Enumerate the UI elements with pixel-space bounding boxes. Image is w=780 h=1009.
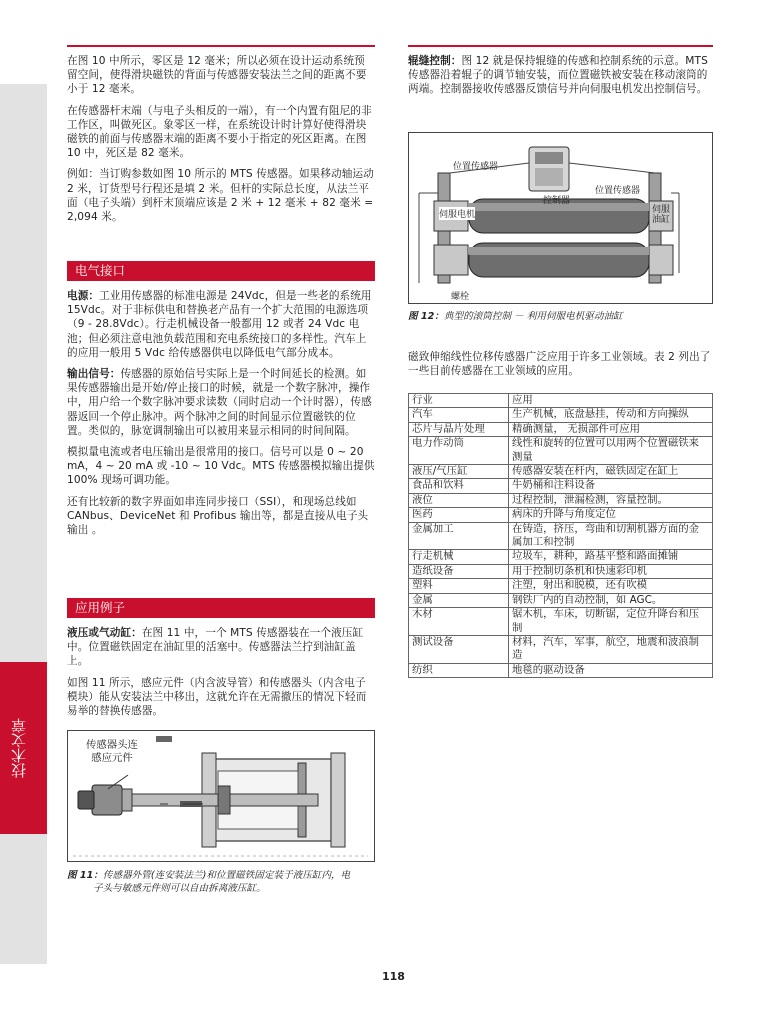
table-row bbox=[409, 550, 713, 564]
table-cell-industry: 金属加工 bbox=[409, 522, 509, 550]
paragraph-ssi: 还有比较新的数字界面如串连同步接口（SSI），和现场总线如 CANbus、DeviceNet 和 Profibus 输出等，都是直接从电子头输出 。 bbox=[67, 495, 369, 537]
table-cell-industry: 行走机械 bbox=[409, 550, 509, 564]
figure-12-label-pos-sensor-left: 位置传感器 bbox=[453, 162, 499, 172]
table-cell-industry: 食品和饮料 bbox=[409, 479, 509, 493]
left-column-electrical bbox=[67, 289, 375, 537]
table-cell-application: 牛奶桶和注料设备 bbox=[509, 479, 713, 493]
table-cell-industry: 汽车 bbox=[409, 408, 509, 422]
right-column-table-intro bbox=[408, 350, 713, 378]
table-cell-industry: 金属 bbox=[409, 593, 509, 607]
table-row bbox=[409, 608, 713, 636]
table-cell-application: 过程控制，泄漏检测，容量控制。 bbox=[509, 493, 713, 507]
figure-11-caption-number: 图 11： bbox=[67, 870, 103, 881]
figure-12-label-servo-cylinder bbox=[652, 205, 670, 225]
application-table bbox=[408, 393, 713, 678]
table-header-application: 应用 bbox=[509, 394, 713, 408]
paragraph-table-intro: 磁致伸缩线性位移传感器广泛应用于许多工业领域。表 2 列出了一些目前传感器在工业领域的应用。 bbox=[408, 351, 711, 378]
output-text: 传感器的原始信号实际上是一个时间延长的检测。如果传感器输出是开始/停止接口的时候，就是一个数字脉冲，操作中，用户给一个数字脉冲要求读数（同时启动一个计时器），传感器返回一个停止脉冲。两个脉冲之间的时间显示位置磁铁的位置。类似的，脉宽调制输出可以被用来显示相同的时间间隔。 bbox=[67, 368, 372, 437]
table-row bbox=[409, 479, 713, 493]
paragraph-hydraulic bbox=[67, 626, 375, 669]
table-cell-industry: 液压/气压缸 bbox=[409, 465, 509, 479]
table-cell-industry: 电力作动筒 bbox=[409, 437, 509, 465]
figure-11-label-line1: 传感器头连 bbox=[86, 739, 138, 751]
paragraph-roll-gap bbox=[408, 54, 713, 97]
paragraph-fig11: 如图 11 所示，感应元件（内含波导管）和传感器头（内含电子模块）能从安装法兰中移出，这就允许在无需撤压的情况下轻而易举的替换传感器。 bbox=[67, 676, 367, 718]
power-text: 工业用传感器的标准电源是 24Vdc，但是一些老的系统用15Vdc。对于非标供电和替换老产品有一个扩大范围的电源选项（9 - 28.8Vdc）。行走机械设备一般都用 12 或者 24 Vdc 电池；但必须注意电池负载范围和充电系统接口的多样性。汽车上的应用一般用 5 Vdc 给传感器供电以降低电气部分成本。 bbox=[67, 290, 372, 359]
paragraph-dead-zone: 在传感器杆末端（与电子头相反的一端），有一个内置有阻尼的非工作区，叫做死区。象零区一样，在系统设计时计算好使得滑块磁铁的前面与传感器末端的距离不要小于指定的死区距离。在图 10 中，死区是 82 毫米。 bbox=[67, 104, 372, 160]
sidebar-tab bbox=[0, 662, 47, 834]
table-cell-application: 在铸造，挤压，弯曲和切割机器方面的金属加工和控制 bbox=[509, 522, 713, 550]
table-cell-industry: 木材 bbox=[409, 608, 509, 636]
figure-12-caption-text: 典型的滚筒控制 － 利用伺服电机驱动油缸 bbox=[443, 311, 623, 322]
figure-12-label-screw: 螺栓 bbox=[451, 292, 470, 302]
figure-11-label bbox=[86, 739, 138, 765]
paragraph-example: 例如：当订购参数如图 10 所示的 MTS 传感器。如果移动轴运动 2 米，订货型号行程还是填 2 米。但杆的实际总长度，从法兰平面（电子头端）到杆末顶端应该是 2 米 + 12 毫米 + 82 毫米 = 2,094 米。 bbox=[67, 168, 374, 224]
table-cell-industry: 测试设备 bbox=[409, 635, 509, 663]
figure-12 bbox=[408, 132, 713, 304]
table-header-row bbox=[409, 394, 713, 408]
figure-12-label-controller: 控制器 bbox=[543, 196, 571, 206]
section-heading-electrical: 电气接口 bbox=[67, 261, 375, 281]
table-cell-application: 地毯的驱动设备 bbox=[509, 663, 713, 677]
figure-12-label-pos-sensor-right: 位置传感器 bbox=[595, 186, 641, 196]
table-cell-application: 病床的升降与角度定位 bbox=[509, 508, 713, 522]
table-row bbox=[409, 422, 713, 436]
figure-12-caption-number: 图 12： bbox=[408, 311, 444, 322]
table-row bbox=[409, 522, 713, 550]
table-row bbox=[409, 663, 713, 677]
table-cell-application: 生产机械，底盘悬挂，传动和方向操纵 bbox=[509, 408, 713, 422]
roll-gap-text: 图 12 就是保持辊缝的传感和控制系统的示意。MTS 传感器沿着辊子的调节轴安装，而位置磁铁被安装在移动滚筒的两端。控制器接收传感器反馈信号并向伺服电机发出控制信号。 bbox=[408, 55, 708, 96]
table-cell-application: 材料，汽车，军事，航空，地震和波浪制造 bbox=[509, 635, 713, 663]
figure-12-caption bbox=[408, 310, 713, 323]
table-row bbox=[409, 564, 713, 578]
hydraulic-text: 在图 11 中，一个 MTS 传感器装在一个液压缸中。位置磁铁固定在油缸里的活塞中。传感器法兰拧到油缸盖上。 bbox=[67, 627, 364, 668]
section-heading-application: 应用例子 bbox=[67, 598, 375, 618]
paragraph-power bbox=[67, 289, 375, 360]
figure-11-caption-line2: 子头与敏感元件则可以自由拆离液压缸。 bbox=[93, 883, 266, 894]
table-row bbox=[409, 579, 713, 593]
top-rule-left bbox=[67, 45, 375, 47]
table-cell-application: 垃圾车，耕种，路基平整和路面摊铺 bbox=[509, 550, 713, 564]
figure-11-label-line2: 感应元件 bbox=[91, 752, 133, 764]
table-row bbox=[409, 593, 713, 607]
table-cell-industry: 液位 bbox=[409, 493, 509, 507]
hydraulic-lead: 液压或气动缸： bbox=[67, 627, 142, 639]
figure-11-caption bbox=[67, 869, 377, 895]
table-cell-application: 锯木机，车床，切断锯，定位升降台和压制 bbox=[509, 608, 713, 636]
top-rule-right bbox=[408, 45, 713, 47]
page-number: 118 bbox=[382, 970, 405, 983]
table-row bbox=[409, 508, 713, 522]
table-cell-application: 传感器安装在杆内，磁铁固定在缸上 bbox=[509, 465, 713, 479]
table-cell-industry: 医药 bbox=[409, 508, 509, 522]
paragraph-analog: 模拟量电流或者电压输出是很常用的接口。信号可以是 0 ~ 20 mA，4 ~ 20 mA 或 -10 ~ 10 Vdc。MTS 传感器模拟输出提供 100% 现场可调功能。 bbox=[67, 446, 375, 487]
table-row bbox=[409, 635, 713, 663]
table-header-industry: 行业 bbox=[409, 394, 509, 408]
sidebar-tab-label: 技术文章 bbox=[10, 718, 28, 778]
table-cell-industry: 芯片与晶片处理 bbox=[409, 422, 509, 436]
paragraph-zero-zone: 在图 10 中所示，零区是 12 毫米；所以必须在设计运动系统预留空间，使得滑块磁铁的背面与传感器安装法兰之间的距离不要小于 12 毫米。 bbox=[67, 55, 367, 96]
figure-12-label-servo-motor: 伺服电机 bbox=[439, 207, 475, 220]
table-cell-application: 用于控制切条机和快速彩印机 bbox=[509, 564, 713, 578]
roll-gap-lead: 辊缝控制： bbox=[408, 55, 462, 67]
table-row bbox=[409, 465, 713, 479]
table-row bbox=[409, 493, 713, 507]
figure-11-caption-line1: 传感器外管(连安装法兰)和位置磁铁固定装于液压缸内，电 bbox=[102, 870, 351, 881]
paragraph-output bbox=[67, 367, 375, 438]
table-cell-application: 精确测量， 无损部件可应用 bbox=[509, 422, 713, 436]
table-row bbox=[409, 437, 713, 465]
left-column-application bbox=[67, 626, 375, 718]
right-column-intro bbox=[408, 54, 713, 97]
figure-11 bbox=[67, 730, 375, 862]
table-row bbox=[409, 408, 713, 422]
table-cell-application: 钢铁厂内的自动控制，如 AGC。 bbox=[509, 593, 713, 607]
figure-12-label-servo-cylinder-line1: 伺服 bbox=[652, 205, 671, 215]
table-cell-industry: 塑料 bbox=[409, 579, 509, 593]
output-lead: 输出信号： bbox=[67, 368, 121, 381]
table-cell-industry: 造纸设备 bbox=[409, 564, 509, 578]
table-cell-application: 线性和旋转的位置可以用两个位置磁铁来测量 bbox=[509, 437, 713, 465]
table-cell-industry: 纺织 bbox=[409, 663, 509, 677]
left-column-intro bbox=[67, 54, 375, 224]
figure-12-label-servo-cylinder-line2: 油缸 bbox=[652, 215, 671, 225]
table-cell-application: 注塑，射出和脱模，还有吹模 bbox=[509, 579, 713, 593]
power-lead: 电源： bbox=[67, 290, 100, 302]
